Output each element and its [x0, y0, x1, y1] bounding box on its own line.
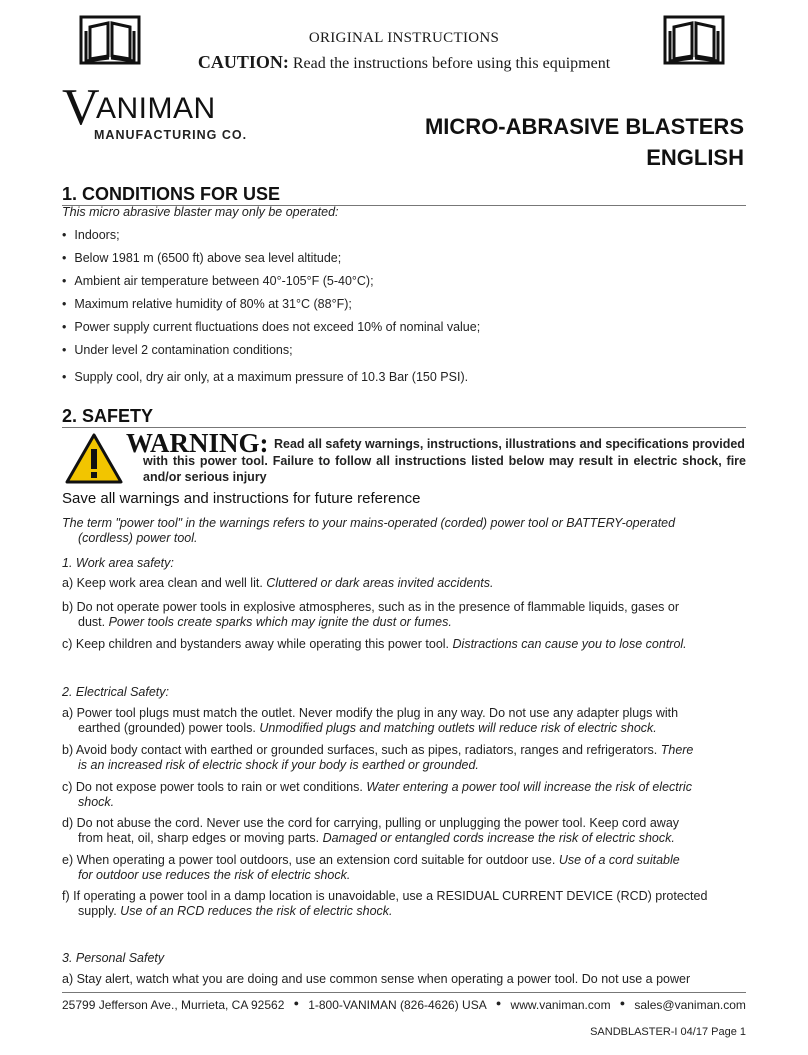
item-note: for outdoor use reduces the risk of electric shock.: [78, 868, 351, 882]
subheading-personal: 3. Personal Safety: [62, 951, 165, 965]
conditions-intro: This micro abrasive blaster may only be operated:: [62, 205, 339, 219]
electrical-item-f: [62, 889, 746, 919]
logo-subtitle: MANUFACTURING CO.: [94, 128, 248, 142]
electrical-item-e: [62, 853, 746, 883]
item-note: Use of an RCD reduces the risk of electric shock.: [120, 904, 393, 918]
footer-contact: [62, 998, 746, 1012]
footer-separator-icon: ●: [495, 998, 502, 1008]
list-item: • Supply cool, dry air only, at a maximum pressure of 10.3 Bar (150 PSI).: [62, 369, 468, 385]
subheading-electrical: 2. Electrical Safety:: [62, 685, 169, 699]
work-area-item-c: [62, 637, 746, 652]
subheading-work-area: 1. Work area safety:: [62, 556, 174, 570]
list-item: • Ambient air temperature between 40°-105°F (5-40°C);: [62, 273, 374, 289]
save-instructions-notice: Save all warnings and instructions for future reference: [62, 490, 421, 507]
electrical-item-b: [62, 743, 746, 773]
item-note: Damaged or entangled cords increase the risk of electric shock.: [322, 831, 675, 845]
electrical-item-a: [62, 706, 746, 736]
section-heading-safety: 2. SAFETY: [62, 406, 746, 428]
work-area-item-b: [62, 600, 746, 630]
caution-text: Read the instructions before using this equipment: [292, 55, 611, 72]
footer-address: 25799 Jefferson Ave., Murrieta, CA 92562: [62, 998, 285, 1012]
original-instructions-label: ORIGINAL INSTRUCTIONS: [308, 30, 500, 46]
item-note: Water entering a power tool will increase the risk of electric: [366, 780, 692, 794]
item-note: There: [660, 743, 694, 757]
warning-triangle-icon: [64, 432, 124, 486]
footer-separator-icon: ●: [619, 998, 626, 1008]
section-heading-conditions: 1. CONDITIONS FOR USE: [62, 184, 746, 206]
language-title: ENGLISH: [646, 145, 744, 170]
product-title: MICRO-ABRASIVE BLASTERS: [424, 114, 744, 139]
item-note: is an increased risk of electric shock if your body is earthed or grounded.: [78, 758, 479, 772]
item-text: b) Avoid body contact with earthed or grounded surfaces, such as pipes, radiators, ranges and refrigerators.: [62, 743, 658, 757]
list-item: • Indoors;: [62, 227, 120, 243]
footer-separator-icon: ●: [293, 998, 299, 1008]
item-text: c) Do not expose power tools to rain or wet conditions.: [62, 780, 363, 794]
item-note: Power tools create sparks which may ignite the dust or fumes.: [108, 615, 452, 629]
electrical-item-c: [62, 780, 746, 810]
item-text: a) Stay alert, watch what you are doing and use common sense when operating a power tool. Do not use a power: [62, 972, 691, 986]
item-text: c) Keep children and bystanders away while operating this power tool.: [62, 637, 450, 651]
caution-label: CAUTION:: [197, 52, 289, 72]
power-tool-term-line: (cordless) power tool.: [78, 531, 198, 545]
logo-wordmark: ANIMAN: [96, 92, 216, 125]
list-item: • Below 1981 m (6500 ft) above sea level altitude;: [62, 250, 341, 266]
personal-item-a: [62, 972, 746, 987]
footer-email-link[interactable]: sales@vaniman.com: [634, 998, 746, 1012]
item-text: dust.: [78, 615, 106, 629]
list-item: • Power supply current fluctuations does not exceed 10% of nominal value;: [62, 319, 480, 335]
warning-text: Read all safety warnings, instructions, illustrations and specifications provided: [274, 437, 745, 451]
list-item: • Maximum relative humidity of 80% at 31°C (88°F);: [62, 296, 352, 312]
warning-text-continued: with this power tool. Failure to follow all instructions listed below may result in electric shock, fire and/or serious injury: [143, 454, 746, 484]
item-text: a) Power tool plugs must match the outlet. Never modify the plug in any way. Do not use any adapter plugs with: [62, 706, 679, 720]
item-text: e) When operating a power tool outdoors, use an extension cord suitable for outdoor use.: [62, 853, 556, 867]
item-text: from heat, oil, sharp edges or moving parts.: [78, 831, 320, 845]
vaniman-logo: [62, 79, 252, 144]
item-text: d) Do not abuse the cord. Never use the cord for carrying, pulling or unplugging the power tool. Keep cord away: [62, 816, 680, 830]
power-tool-term-line: The term "power tool" in the warnings refers to your mains-operated (corded) power tool or BATTERY-operated: [62, 516, 676, 530]
item-note: Use of a cord suitable: [558, 853, 680, 867]
footer-divider: [62, 992, 746, 993]
power-tool-term: [62, 516, 746, 546]
warning-heading: WARNING:: [126, 428, 269, 458]
item-text: a) Keep work area clean and well lit.: [62, 576, 263, 590]
item-note: Cluttered or dark areas invited accidents.: [266, 576, 494, 590]
footer-phone: 1-800-VANIMAN (826-4626) USA: [308, 998, 487, 1012]
item-note: Unmodified plugs and matching outlets will reduce risk of electric shock.: [259, 721, 657, 735]
logo-v: V: [62, 79, 100, 136]
work-area-item-a: [62, 576, 746, 591]
item-note: Distractions can cause you to lose control.: [452, 637, 687, 651]
item-note: shock.: [78, 795, 115, 809]
page-number: SANDBLASTER-I 04/17 Page 1: [590, 1026, 746, 1038]
item-text: f) If operating a power tool in a damp location is unavoidable, use a RESIDUAL CURRENT DEVICE (RCD) protected: [62, 889, 708, 903]
item-text: supply.: [78, 904, 117, 918]
item-text: b) Do not operate power tools in explosive atmospheres, such as in the presence of flammable liquids, gases or: [62, 600, 679, 614]
list-item: • Under level 2 contamination conditions;: [62, 342, 293, 358]
caution-line: [0, 52, 808, 73]
electrical-item-d: [62, 816, 746, 846]
footer-website-link[interactable]: www.vaniman.com: [510, 998, 611, 1012]
item-text: earthed (grounded) power tools.: [78, 721, 256, 735]
